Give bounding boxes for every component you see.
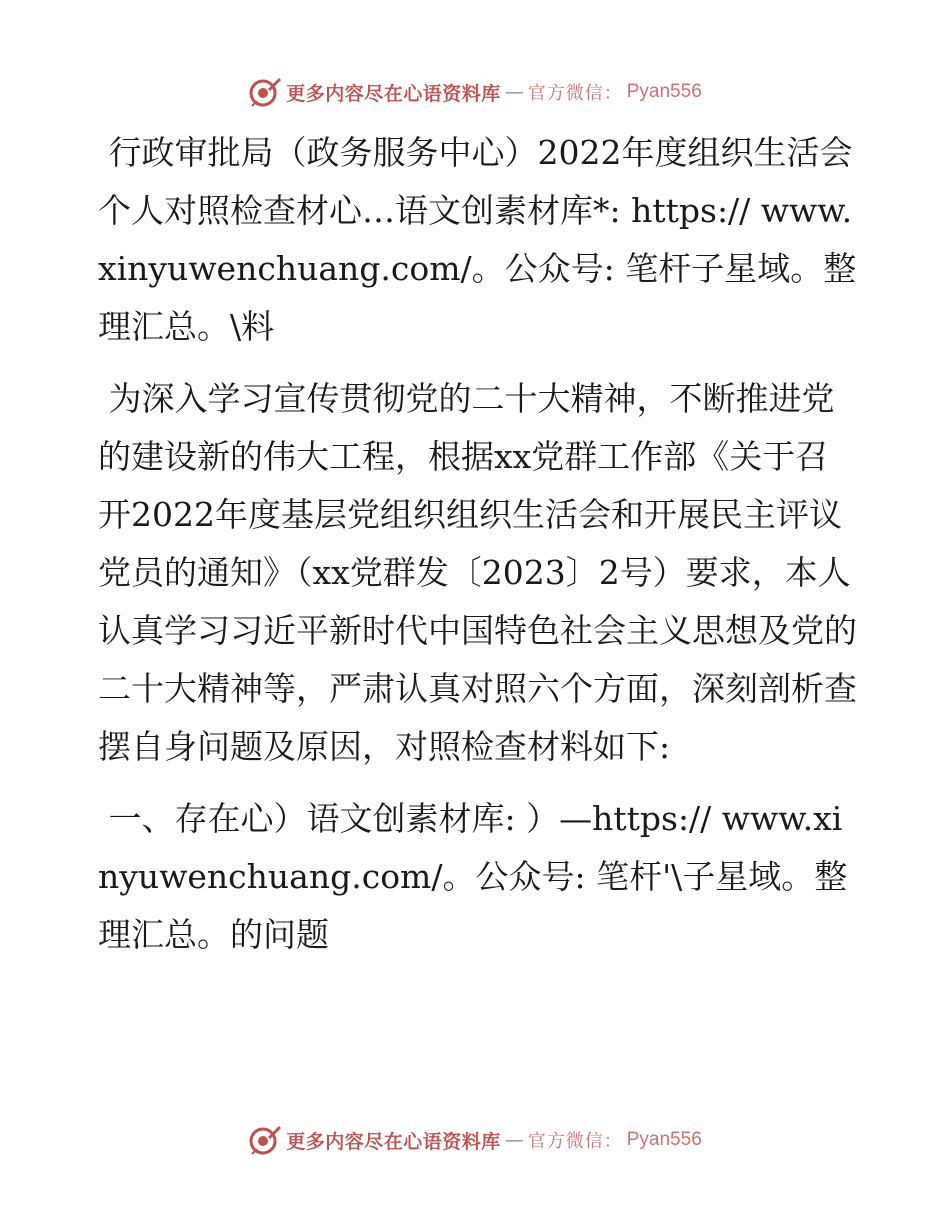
watermark-wechat-id: Pyan556 bbox=[626, 81, 702, 102]
watermark-wechat-label: 官方微信： bbox=[527, 1131, 623, 1152]
quill-logo-icon bbox=[248, 1123, 282, 1157]
document-body bbox=[98, 124, 858, 978]
watermark-banner-top bbox=[0, 72, 950, 112]
watermark-separator: — bbox=[504, 81, 524, 103]
watermark-wechat-label: 官方微信： bbox=[527, 83, 623, 104]
document-section-heading: 一、存在心）语文创素材库: ）—https:// www.xinyuwenchuang.com/。公众号: 笔杆'\子星域。整理汇总。的问题 bbox=[98, 799, 848, 954]
watermark-inner bbox=[248, 75, 702, 109]
watermark-separator: — bbox=[504, 1129, 524, 1151]
quill-logo-icon bbox=[248, 75, 282, 109]
watermark-banner-bottom bbox=[0, 1120, 950, 1160]
watermark-wechat-id: Pyan556 bbox=[626, 1129, 702, 1150]
watermark-text: 更多内容尽在心语资料库 bbox=[286, 82, 501, 105]
watermark-inner bbox=[248, 1123, 702, 1157]
watermark-text: 更多内容尽在心语资料库 bbox=[286, 1130, 501, 1153]
document-title-paragraph: 行政审批局（政务服务中心）2022年度组织生活会个人对照检查材心…语文创素材库*: https:// www.xinyuwenchuang.com/。公众号: 笔杆子星域。整理汇总。\料 bbox=[98, 133, 857, 346]
document-intro-paragraph: 为深入学习宣传贯彻党的二十大精神，不断推进党的建设新的伟大工程，根据xx党群工作部《关于召开2022年度基层党组织组织生活会和开展民主评议党员的通知》（xx党群发〔2023〕2号）要求，本人认真学习习近平新时代中国特色社会主义思想及党的二十大精神等，严肃认真对照六个方面，深刻剖析查摆自身问题及原因，对照检查材料如下: bbox=[98, 379, 857, 766]
